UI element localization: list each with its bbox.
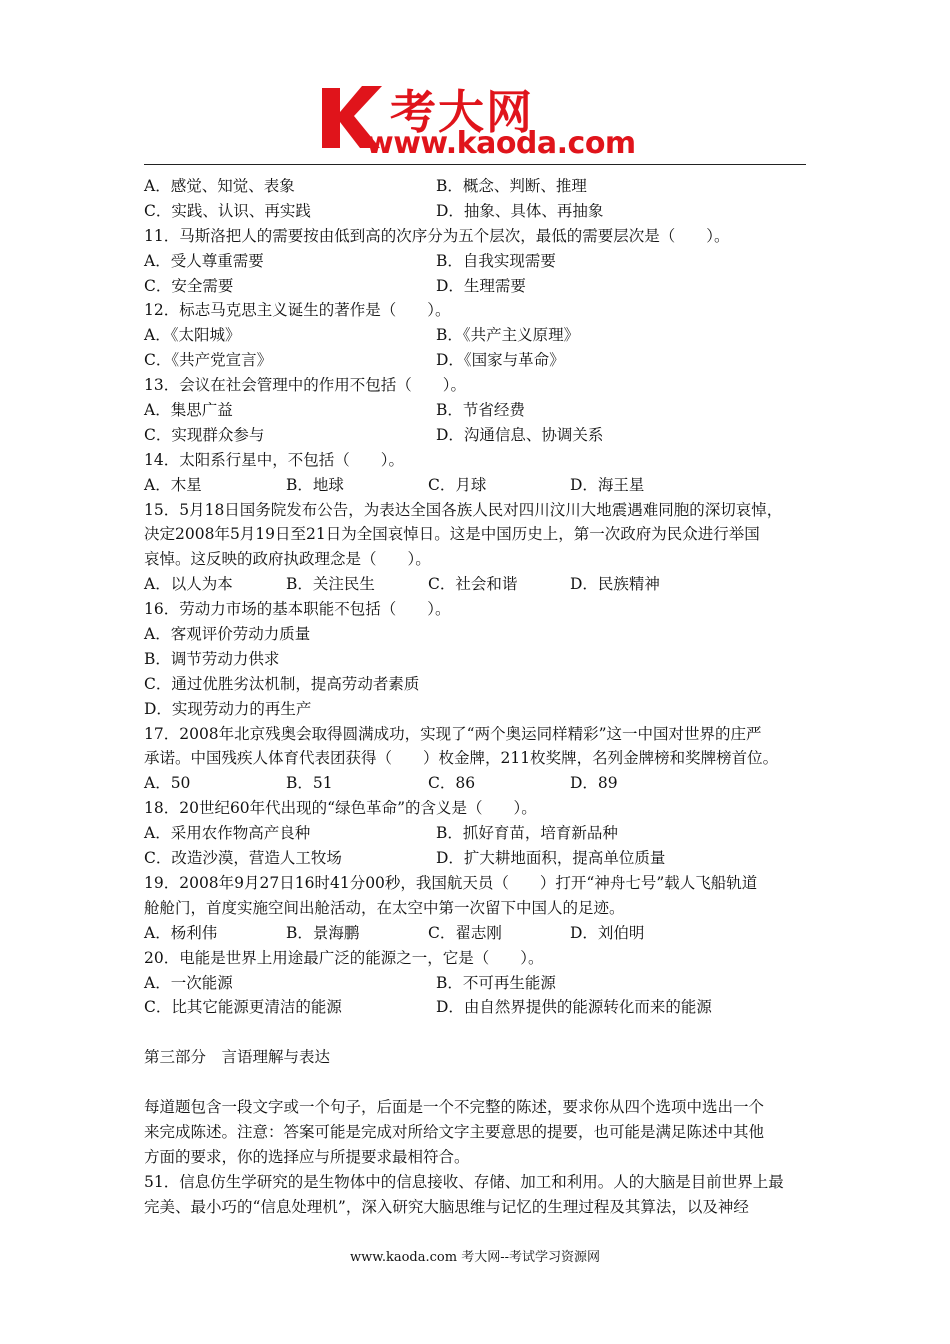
text-line bbox=[144, 921, 814, 946]
answer-option: C．《共产党宣言》 bbox=[144, 351, 273, 370]
text-line: 13．会议在社会管理中的作用不包括（ ）。 bbox=[144, 376, 466, 395]
text-line: 每道题包含一段文字或一个句子，后面是一个不完整的陈述，要求你从四个选项中选出一个 bbox=[144, 1097, 765, 1116]
answer-option: C．社会和谐 bbox=[428, 575, 518, 594]
text-line bbox=[144, 323, 814, 348]
logo-url-text: www.kaoda.com bbox=[366, 126, 636, 161]
answer-option: B．关注民生 bbox=[286, 575, 375, 594]
text-line bbox=[144, 473, 814, 498]
text-line bbox=[144, 821, 814, 846]
answer-option: A．杨利伟 bbox=[144, 923, 218, 942]
text-line: 12．标志马克思主义诞生的著作是（ ）。 bbox=[144, 301, 451, 320]
blank-line bbox=[144, 1020, 814, 1045]
answer-option: B．自我实现需要 bbox=[436, 251, 556, 270]
text-line bbox=[144, 995, 814, 1020]
text-line: 17．2008年北京残奥会取得圆满成功，实现了“两个奥运同样精彩”这一中国对世界的庄严 bbox=[144, 724, 762, 743]
text-line: C．通过优胜劣汰机制，提高劳动者素质 bbox=[144, 674, 420, 693]
answer-option: D．由自然界提供的能源转化而来的能源 bbox=[436, 998, 712, 1017]
answer-option: B．《共产主义原理》 bbox=[436, 326, 580, 345]
header-divider bbox=[144, 164, 806, 165]
text-line: B．调节劳动力供求 bbox=[144, 649, 280, 668]
text-line: 11．马斯洛把人的需要按由低到高的次序分为五个层次，最低的需要层次是（ ）。 bbox=[144, 226, 730, 245]
answer-option: B．抓好育苗，培育新品种 bbox=[436, 824, 618, 843]
logo-cn-text: 考大网 bbox=[390, 85, 534, 139]
answer-option: B．概念、判断、推理 bbox=[436, 177, 587, 195]
text-line: 来完成陈述。注意：答案可能是完成对所给文字主要意思的提要，也可能是满足陈述中其他 bbox=[144, 1122, 765, 1141]
text-line: 51．信息仿生学研究的是生物体中的信息接收、存储、加工和利用。人的大脑是目前世界上最 bbox=[144, 1172, 784, 1191]
answer-option: A．受人尊重需要 bbox=[144, 251, 264, 270]
text-line: 决定2008年5月19日至21日为全国哀悼日。这是中国历史上，第一次政府为民众进行举国 bbox=[144, 525, 760, 544]
answer-option: C．86 bbox=[428, 774, 476, 793]
answer-option: C．安全需要 bbox=[144, 276, 234, 295]
text-line bbox=[144, 771, 814, 796]
text-line: A．客观评价劳动力质量 bbox=[144, 625, 311, 644]
text-line: 16．劳动力市场的基本职能不包括（ ）。 bbox=[144, 600, 451, 619]
answer-option: D．抽象、具体、再抽象 bbox=[436, 201, 604, 220]
text-line: 哀悼。这反映的政府执政理念是（ ）。 bbox=[144, 550, 431, 569]
text-line: 19．2008年9月27日16时41分00秒，我国航天员（ ）打开“神舟七号”载人飞船轨道 bbox=[144, 873, 758, 892]
answer-option: C．月球 bbox=[428, 475, 487, 494]
answer-option: C．实践、认识、再实践 bbox=[144, 201, 311, 220]
answer-option: B．不可再生能源 bbox=[436, 973, 556, 992]
text-line: 完美、最小巧的“信息处理机”，深入研究大脑思维与记忆的生理过程及其算法，以及神经 bbox=[144, 1197, 749, 1216]
answer-option: D．扩大耕地面积，提高单位质量 bbox=[436, 849, 666, 868]
text-line: 方面的要求，你的选择应与所提要求最相符合。 bbox=[144, 1147, 470, 1166]
text-line bbox=[144, 398, 814, 423]
text-line bbox=[144, 174, 814, 199]
text-line bbox=[144, 249, 814, 274]
answer-option: D．刘伯明 bbox=[570, 923, 645, 942]
answer-option: A．一次能源 bbox=[144, 973, 233, 992]
text-line: 舱舱门，首度实施空间出舱活动，在太空中第一次留下中国人的足迹。 bbox=[144, 898, 625, 917]
answer-option: A．集思广益 bbox=[144, 401, 233, 420]
answer-option: A．以人为本 bbox=[144, 575, 233, 594]
text-line bbox=[144, 423, 814, 448]
text-line bbox=[144, 971, 814, 996]
answer-option: D．民族精神 bbox=[570, 575, 660, 594]
text-line: 第三部分 言语理解与表达 bbox=[144, 1048, 331, 1067]
text-line bbox=[144, 274, 814, 299]
answer-option: B．51 bbox=[286, 774, 333, 793]
page-footer: www.kaoda.com 考大网--考试学习资源网 bbox=[350, 1250, 600, 1265]
text-line bbox=[144, 199, 814, 224]
text-line: 14．太阳系行星中，不包括（ ）。 bbox=[144, 450, 404, 469]
text-line: 承诺。中国残疾人体育代表团获得（ ）枚金牌，211枚奖牌，名列金牌榜和奖牌榜首位。 bbox=[144, 749, 779, 768]
blank-line bbox=[144, 1070, 814, 1095]
answer-option: C．翟志刚 bbox=[428, 923, 502, 942]
answer-option: B．节省经费 bbox=[436, 401, 525, 420]
text-line: D．实现劳动力的再生产 bbox=[144, 699, 312, 718]
answer-option: C．比其它能源更清洁的能源 bbox=[144, 998, 342, 1017]
answer-option: A．50 bbox=[144, 774, 191, 793]
text-line: 18．20世纪60年代出现的“绿色革命”的含义是（ ）。 bbox=[144, 799, 537, 818]
kaoda-logo bbox=[318, 82, 638, 162]
text-line bbox=[144, 572, 814, 597]
answer-option: C．改造沙漠，营造人工牧场 bbox=[144, 849, 342, 868]
text-line bbox=[144, 348, 814, 373]
answer-option: A．《太阳城》 bbox=[144, 326, 241, 345]
answer-option: D．生理需要 bbox=[436, 276, 526, 295]
text-line: 20．电能是世界上用途最广泛的能源之一，它是（ ）。 bbox=[144, 948, 544, 967]
answer-option: A．木星 bbox=[144, 475, 202, 494]
answer-option: B．景海鹏 bbox=[286, 923, 360, 942]
answer-option: D．海王星 bbox=[570, 475, 645, 494]
text-line bbox=[144, 846, 814, 871]
answer-option: D．89 bbox=[570, 774, 618, 793]
document-body bbox=[144, 174, 814, 1219]
text-line: 15．5月18日国务院发布公告，为表达全国各族人民对四川汶川大地震遇难同胞的深切哀悼， bbox=[144, 500, 783, 519]
answer-option: D．《国家与革命》 bbox=[436, 351, 565, 370]
answer-option: C．实现群众参与 bbox=[144, 425, 265, 444]
answer-option: D．沟通信息、协调关系 bbox=[436, 425, 604, 444]
answer-option: A．感觉、知觉、表象 bbox=[144, 177, 295, 195]
answer-option: B．地球 bbox=[286, 475, 344, 494]
answer-option: A．采用农作物高产良种 bbox=[144, 824, 311, 843]
